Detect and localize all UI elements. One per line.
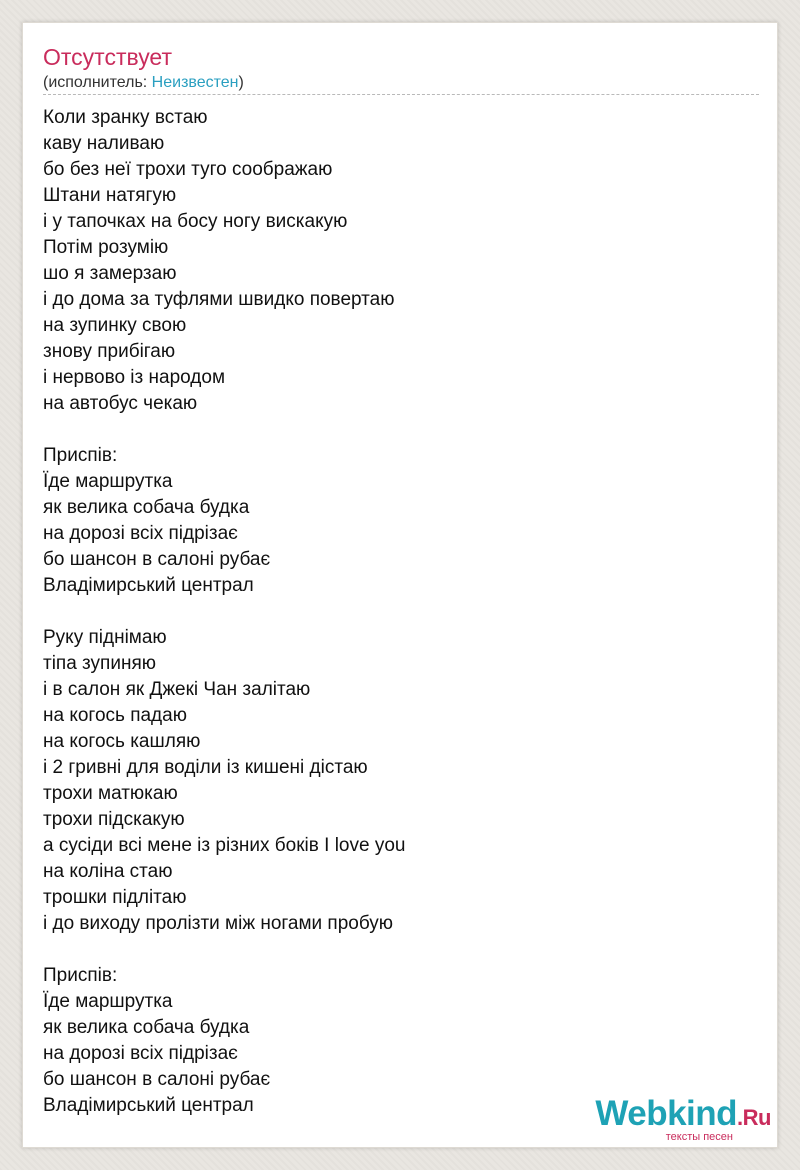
lyric-line: Приспів: xyxy=(43,445,118,466)
lyric-line: Приспів: xyxy=(43,965,118,986)
lyric-line: Коли зранку встаю xyxy=(43,107,208,128)
lyric-line: трошки підлітаю xyxy=(43,887,187,908)
lyrics-text xyxy=(43,105,759,1119)
lyric-line: тіпа зупиняю xyxy=(43,653,156,674)
lyric-line: шо я замерзаю xyxy=(43,263,177,284)
lyric-line: на дорозі всіх підрізає xyxy=(43,1043,238,1064)
logo-tagline: тексты песен xyxy=(665,1131,733,1143)
lyric-line: як велика собача будка xyxy=(43,497,250,518)
lyric-line: Руку піднімаю xyxy=(43,627,167,648)
song-title: Отсутствует xyxy=(43,44,172,70)
logo-domain: .Ru xyxy=(737,1105,771,1130)
lyric-line: на когось падаю xyxy=(43,705,187,726)
logo-name: Webkind xyxy=(595,1094,738,1133)
lyric-line: Владімирський централ xyxy=(43,575,254,596)
lyric-line: і у тапочках на босу ногу вискакую xyxy=(43,211,348,232)
lyric-line: знову прибігаю xyxy=(43,341,176,362)
lyric-line: бо шансон в салоні рубає xyxy=(43,549,271,570)
lyric-line: а сусіди всі мене із різних боків I love you xyxy=(43,835,406,856)
lyric-line: і до виходу пролізти між ногами пробую xyxy=(43,913,394,934)
artist-link[interactable]: Неизвестен xyxy=(151,74,239,91)
lyric-line: як велика собача будка xyxy=(43,1017,250,1038)
subtitle-prefix: (исполнитель: xyxy=(43,74,152,91)
lyric-line: на коліна стаю xyxy=(43,861,173,882)
lyric-line: Потім розумію xyxy=(43,237,169,258)
lyric-line: і в салон як Джекі Чан залітаю xyxy=(43,679,311,700)
lyric-line: і нервово із народом xyxy=(43,367,226,388)
site-logo[interactable] xyxy=(595,1095,771,1143)
lyric-line: і 2 гривні для воділи із кишені дістаю xyxy=(43,757,368,778)
divider xyxy=(43,94,759,95)
lyric-line: на зупинку свою xyxy=(43,315,187,336)
lyric-line: каву наливаю xyxy=(43,133,165,154)
lyric-line: Їде маршрутка xyxy=(43,471,173,492)
lyric-line: трохи підскакую xyxy=(43,809,185,830)
song-subtitle xyxy=(43,73,244,93)
lyric-line: Владімирський централ xyxy=(43,1095,254,1116)
lyric-line xyxy=(43,417,759,443)
lyric-line: на когось кашляю xyxy=(43,731,201,752)
lyric-line xyxy=(43,937,759,963)
lyric-line: на автобус чекаю xyxy=(43,393,198,414)
lyric-line xyxy=(43,599,759,625)
lyrics-card xyxy=(22,22,778,1148)
lyric-line: бо без неї трохи туго соображаю xyxy=(43,159,333,180)
lyric-line: і до дома за туфлями швидко повертаю xyxy=(43,289,395,310)
lyric-line: бо шансон в салоні рубає xyxy=(43,1069,271,1090)
lyric-line: Штани натягую xyxy=(43,185,177,206)
lyric-line: на дорозі всіх підрізає xyxy=(43,523,238,544)
subtitle-suffix: ) xyxy=(238,74,244,91)
lyric-line: Їде маршрутка xyxy=(43,991,173,1012)
lyric-line: трохи матюкаю xyxy=(43,783,178,804)
